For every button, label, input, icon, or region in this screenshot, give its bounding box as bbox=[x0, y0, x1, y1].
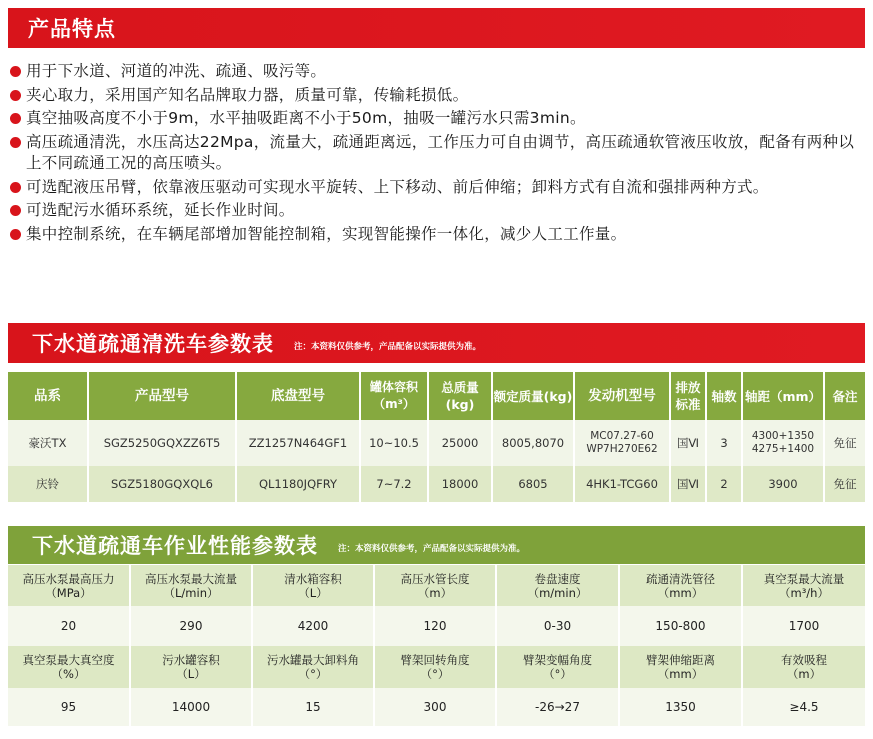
feature-item: 可选配液压吊臂，依靠液压驱动可实现水平旋转、上下移动、前后伸缩；卸料方式有自流和强排两种方式。 bbox=[8, 177, 868, 199]
header-cell: 臂架变幅角度 （°） bbox=[496, 646, 619, 688]
header-cell: 罐体容积（m³） bbox=[360, 372, 428, 420]
table-cell: ZZ1257N464GF1 bbox=[236, 420, 360, 466]
table-cell: 20 bbox=[8, 606, 130, 646]
table-cell: 庆铃 bbox=[8, 466, 88, 502]
table-cell: 120 bbox=[374, 606, 496, 646]
table-cell: SGZ5180GQXQL6 bbox=[88, 466, 236, 502]
header-cell: 清水箱容积 （L） bbox=[252, 565, 374, 606]
features-banner bbox=[8, 8, 865, 48]
table-cell: 1350 bbox=[619, 688, 742, 726]
header-cell: 品系 bbox=[8, 372, 88, 420]
bullet-dot-icon bbox=[10, 229, 21, 240]
spec-banner bbox=[8, 323, 865, 363]
table-cell: 3900 bbox=[742, 466, 824, 502]
bullet-dot-icon bbox=[10, 90, 21, 101]
table-cell: 14000 bbox=[130, 688, 252, 726]
table-cell: 1700 bbox=[742, 606, 865, 646]
table-cell: 300 bbox=[374, 688, 496, 726]
feature-item: 高压疏通清洗，水压高达22Mpa，流量大，疏通距离远，工作压力可自由调节，高压疏通软管液压收放，配备有两种以上不同疏通工况的高压喷头。 bbox=[8, 132, 868, 175]
table-cell: 4HK1-TCG60 bbox=[574, 466, 670, 502]
feature-item: 可选配污水循环系统，延长作业时间。 bbox=[8, 200, 868, 222]
table-cell: 150-800 bbox=[619, 606, 742, 646]
table-cell: MC07.27-60 WP7H270E62 bbox=[574, 420, 670, 466]
table-cell: 0-30 bbox=[496, 606, 619, 646]
perf-table bbox=[8, 565, 865, 726]
table-cell: 290 bbox=[130, 606, 252, 646]
table-cell: 豪沃TX bbox=[8, 420, 88, 466]
table-cell: 8005,8070 bbox=[492, 420, 574, 466]
spec-note: 注：本资料仅供参考，产品配备以实际提供为准。 bbox=[294, 342, 482, 352]
spec-table bbox=[8, 372, 865, 502]
header-cell: 排放标准 bbox=[670, 372, 706, 420]
perf-banner bbox=[8, 526, 865, 564]
header-cell: 真空泵最大真空度 （%） bbox=[8, 646, 130, 688]
table-cell: 18000 bbox=[428, 466, 492, 502]
header-cell: 发动机型号 bbox=[574, 372, 670, 420]
table-cell: 95 bbox=[8, 688, 130, 726]
bullet-dot-icon bbox=[10, 66, 21, 77]
features-title: 产品特点 bbox=[28, 17, 116, 41]
table-cell: 国Ⅵ bbox=[670, 466, 706, 502]
header-cell: 高压水泵最高压力 （MPa） bbox=[8, 565, 130, 606]
table-cell: 4200 bbox=[252, 606, 374, 646]
header-cell: 臂架回转角度 （°） bbox=[374, 646, 496, 688]
perf-header-row bbox=[8, 565, 865, 606]
feature-item: 用于下水道、河道的冲洗、疏通、吸污等。 bbox=[8, 61, 868, 83]
header-cell: 高压水管长度 （m） bbox=[374, 565, 496, 606]
spec-title: 下水道疏通清洗车参数表 bbox=[32, 332, 274, 356]
header-cell: 有效吸程 （m） bbox=[742, 646, 865, 688]
perf-note: 注：本资料仅供参考，产品配备以实际提供为准。 bbox=[338, 544, 526, 554]
header-cell: 轴数 bbox=[706, 372, 742, 420]
table-cell: 2 bbox=[706, 466, 742, 502]
table-cell: 3 bbox=[706, 420, 742, 466]
header-cell: 底盘型号 bbox=[236, 372, 360, 420]
table-cell: 25000 bbox=[428, 420, 492, 466]
table-row bbox=[8, 606, 865, 646]
table-cell: 6805 bbox=[492, 466, 574, 502]
perf-header-row bbox=[8, 646, 865, 688]
header-cell: 臂架伸缩距离 （mm） bbox=[619, 646, 742, 688]
table-cell: 免征 bbox=[824, 420, 865, 466]
table-cell: 国Ⅵ bbox=[670, 420, 706, 466]
header-cell: 卷盘速度 （m/min） bbox=[496, 565, 619, 606]
features-list bbox=[8, 61, 868, 247]
perf-title: 下水道疏通车作业性能参数表 bbox=[32, 534, 318, 558]
feature-item: 集中控制系统，在车辆尾部增加智能控制箱，实现智能操作一体化，减少人工工作量。 bbox=[8, 224, 868, 246]
bullet-dot-icon bbox=[10, 137, 21, 148]
table-row bbox=[8, 466, 865, 502]
header-cell: 污水罐容积 （L） bbox=[130, 646, 252, 688]
bullet-dot-icon bbox=[10, 113, 21, 124]
header-cell: 轴距（mm） bbox=[742, 372, 824, 420]
header-cell: 高压水泵最大流量 （L/min） bbox=[130, 565, 252, 606]
table-cell: QL1180JQFRY bbox=[236, 466, 360, 502]
header-cell: 产品型号 bbox=[88, 372, 236, 420]
bullet-dot-icon bbox=[10, 182, 21, 193]
table-cell: 10~10.5 bbox=[360, 420, 428, 466]
table-row bbox=[8, 688, 865, 726]
table-cell: 4300+1350 4275+1400 bbox=[742, 420, 824, 466]
bullet-dot-icon bbox=[10, 205, 21, 216]
header-cell: 真空泵最大流量 （m³/h） bbox=[742, 565, 865, 606]
table-row bbox=[8, 420, 865, 466]
spec-header-row bbox=[8, 372, 865, 420]
table-cell: 15 bbox=[252, 688, 374, 726]
table-cell: -26→27 bbox=[496, 688, 619, 726]
header-cell: 额定质量(kg) bbox=[492, 372, 574, 420]
header-cell: 疏通清洗管径 （mm） bbox=[619, 565, 742, 606]
table-cell: 7~7.2 bbox=[360, 466, 428, 502]
table-cell: SGZ5250GQXZZ6T5 bbox=[88, 420, 236, 466]
header-cell: 污水罐最大卸料角 （°） bbox=[252, 646, 374, 688]
table-cell: ≥4.5 bbox=[742, 688, 865, 726]
feature-item: 真空抽吸高度不小于9m，水平抽吸距离不小于50m，抽吸一罐污水只需3min。 bbox=[8, 108, 868, 130]
feature-item: 夹心取力，采用国产知名品牌取力器，质量可靠，传输耗损低。 bbox=[8, 85, 868, 107]
table-cell: 免征 bbox=[824, 466, 865, 502]
header-cell: 备注 bbox=[824, 372, 865, 420]
header-cell: 总质量(kg) bbox=[428, 372, 492, 420]
